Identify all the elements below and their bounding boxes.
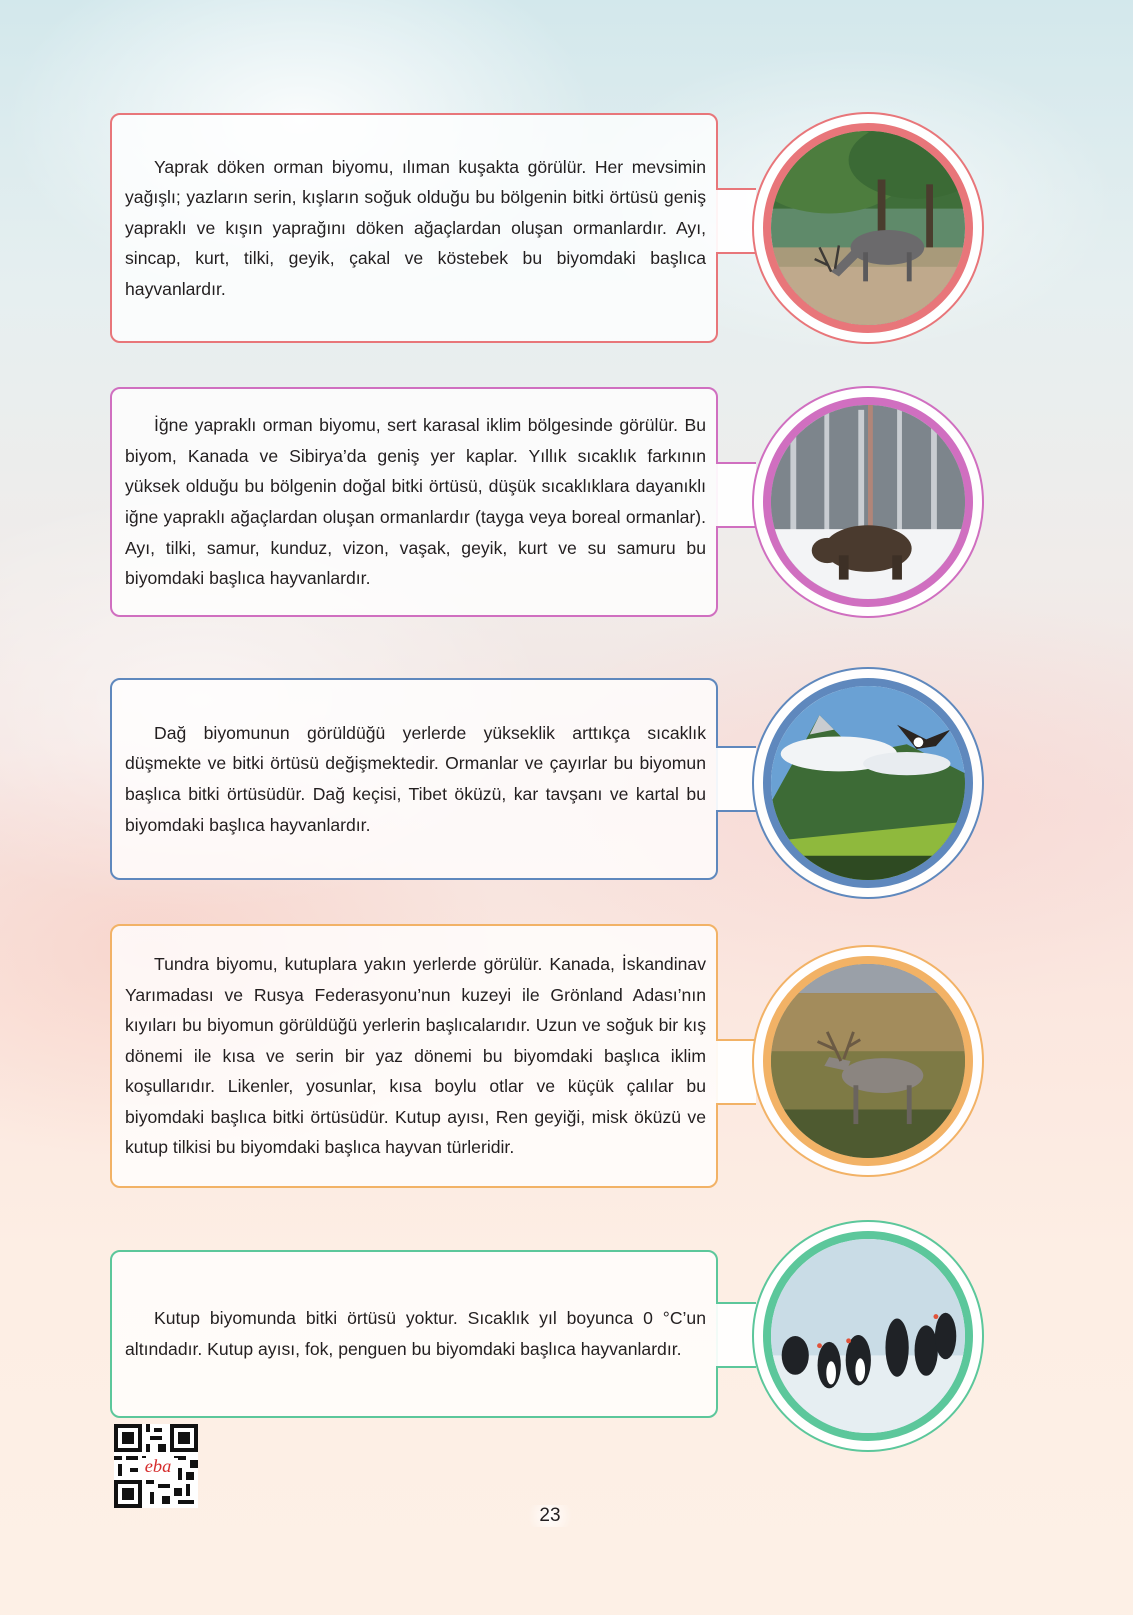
biome-description: Dağ biyomunun görüldüğü yerlerde yükseklik arttıkça sıcaklık düşmekte ve bitki örtüsü değişmektedir. Ormanlar ve çayırlar bu biyomun başlıca bitki örtüsüdür. Dağ keçisi, Tibet öküzü, kar tavşanı ve kartal bu biyomdaki başlıca hayvanlardır. — [125, 722, 706, 835]
photo-ring — [763, 123, 973, 333]
biome-description: Yaprak döken orman biyomu, ılıman kuşakta görülür. Her mevsimin yağışlı; yazların serin, kışların soğuk olduğu bu bölgenin bitki örtüsü geniş yapraklı ve kışın yaprağını döken ağaçlardan oluşan ormanlardır. Ayı, sincap, kurt, tilki, geyik, çakal ve köstebek bu biyomdaki başlıca hayvanlardır. — [125, 156, 706, 299]
biome-description: Kutup biyomunda bitki örtüsü yoktur. Sıcaklık yıl boyunca 0 °C’un altındadır. Kutup ayısı, fok, penguen bu biyomdaki başlıca hayvanlardır. — [125, 1308, 706, 1359]
photo-ring — [763, 397, 973, 607]
reindeer-photo — [771, 964, 965, 1158]
connector — [716, 746, 756, 812]
text-box — [110, 1250, 718, 1418]
bear-photo — [771, 405, 965, 599]
biome-description: İğne yapraklı orman biyomu, sert karasal iklim bölgesinde görülür. Bu biyom, Kanada ve Sibirya’da geniş yer kaplar. Yıllık sıcaklık farkının yüksek olduğu bu bölgenin doğal bitki örtüsü, düşük sıcaklıklara dayanıklı iğne yapraklı ağaçlardan oluşan ormanlardır (tayga veya boreal ormanlar). Ayı, tilki, samur, kunduz, vizon, vaşak, geyik, kurt ve su samuru bu biyomdaki başlıca hayvanlardır. — [125, 415, 706, 589]
qr-code[interactable] — [114, 1424, 198, 1508]
photo-frame — [752, 386, 984, 618]
text-box — [110, 387, 718, 617]
qr-code-icon — [114, 1424, 198, 1508]
photo-ring — [763, 956, 973, 1166]
page-number: 23 — [520, 1505, 580, 1527]
text-box — [110, 924, 718, 1188]
svg-text:eba: eba — [144, 1456, 172, 1476]
mountain-eagle-photo — [771, 686, 965, 880]
text-box — [110, 113, 718, 343]
connector — [716, 1302, 756, 1368]
connector — [716, 462, 756, 528]
photo-frame — [752, 1220, 984, 1452]
deer-photo — [771, 131, 965, 325]
text-box — [110, 678, 718, 880]
photo-ring — [763, 678, 973, 888]
photo-frame — [752, 667, 984, 899]
photo-frame — [752, 112, 984, 344]
photo-ring — [763, 1231, 973, 1441]
connector — [716, 188, 756, 254]
connector — [716, 1039, 756, 1105]
penguins-photo — [771, 1239, 965, 1433]
photo-frame — [752, 945, 984, 1177]
biome-description: Tundra biyomu, kutuplara yakın yerlerde görülür. Kanada, İskandinav Yarımadası ve Rusya Federasyonu’nun kuzeyi ile Grönland Adası’nın kıyıları bu biyomun görüldüğü yerlerin başlıcalarıdır. Uzun ve soğuk bir kış dönemi ile kısa ve serin bir yaz dönemi bu biyomdaki başlıca iklim koşullarıdır. Likenler, yosunlar, kısa boylu otlar ve küçük çalılar bu biyomdaki başlıca bitki örtüsüdür. Kutup ayısı, Ren geyiği, misk öküzü ve kutup tilkisi bu biyomdaki başlıca hayvan türleridir. — [125, 953, 706, 1158]
